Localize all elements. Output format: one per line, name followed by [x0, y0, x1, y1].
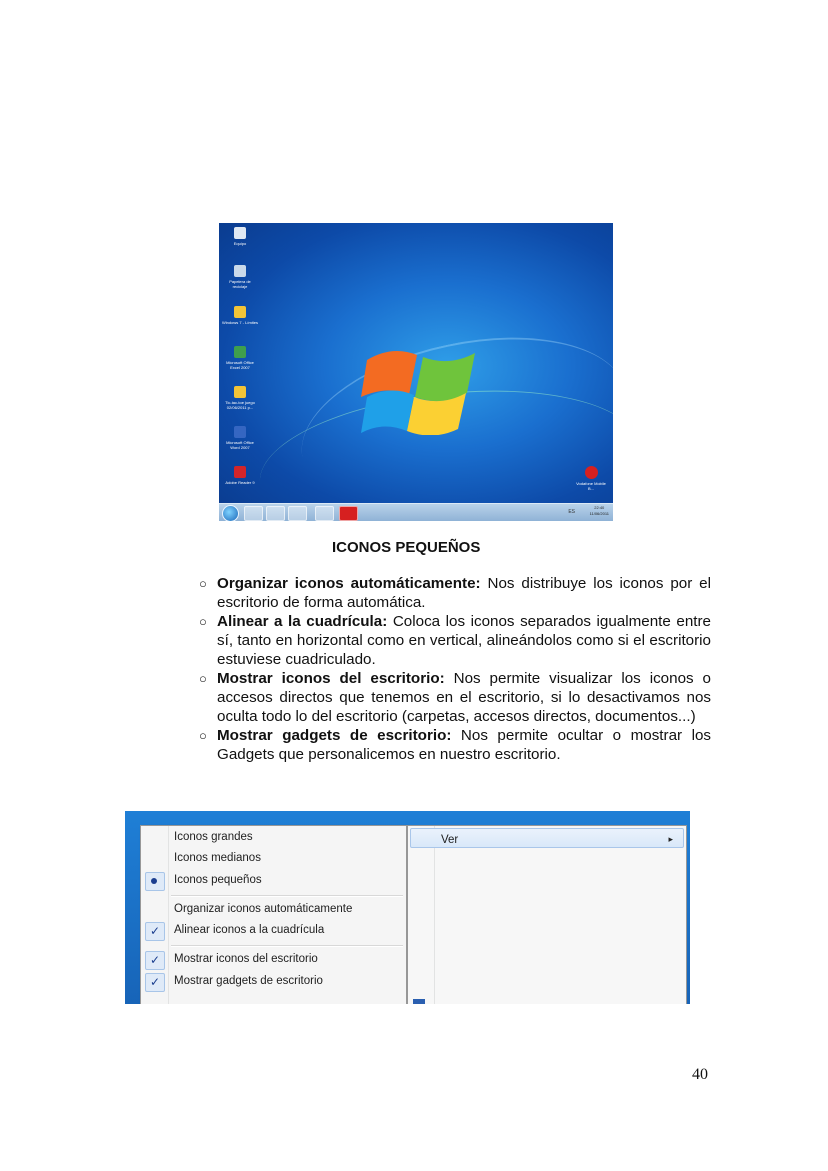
checkmark-icon: ✓ [145, 951, 165, 970]
list-item: ○ Mostrar gadgets de escritorio: Nos permite ocultar o mostrar los Gadgets que personalicemos en nuestro escritorio. [199, 727, 711, 763]
taskbar-explorer-icon[interactable] [266, 506, 285, 521]
taskbar-vodafone-icon[interactable] [339, 506, 358, 521]
menu-item-large-icons[interactable]: Iconos grandes [174, 831, 253, 843]
desktop-icon-folder[interactable]: Tic-tac-toe juego 02/06/2011 p... [222, 386, 258, 410]
bullet-circle-icon: ○ [199, 671, 207, 686]
figure-caption: ICONOS PEQUEÑOS [332, 539, 481, 556]
menu-item-show-desktop-icons[interactable]: ✓ Mostrar iconos del escritorio [141, 950, 406, 970]
desktop-icon-folder[interactable]: Windows 7 - Límites [222, 306, 258, 325]
computer-icon [234, 227, 246, 239]
submenu-arrow-icon: ▸ [668, 834, 673, 844]
taskbar-ie-icon[interactable] [244, 506, 263, 521]
page-number: 40 [692, 1066, 708, 1083]
menu-item-medium-icons[interactable]: Iconos medianos [174, 852, 261, 864]
desktop-icon-excel[interactable]: Microsoft Office Excel 2007 [222, 346, 258, 370]
desktop-icon-adobe-reader[interactable]: Adobe Reader 9 [222, 466, 258, 485]
adobe-reader-icon [234, 466, 246, 478]
bullet-circle-icon: ○ [199, 728, 207, 743]
desktop-context-menu [407, 825, 687, 1004]
desktop-screenshot [219, 223, 613, 521]
system-clock[interactable]: 22:40 11/06/2011 [589, 505, 609, 516]
recycle-bin-icon [234, 265, 246, 277]
folder-icon [234, 306, 246, 318]
context-menu-screenshot [125, 811, 690, 1004]
option-description-list [199, 574, 711, 764]
windows-logo-icon [357, 315, 487, 435]
menu-item-align-to-grid[interactable]: ✓ Alinear iconos a la cuadrícula [141, 921, 406, 941]
menu-separator [171, 895, 403, 897]
folder-icon [234, 386, 246, 398]
vodafone-icon [585, 466, 598, 479]
menu-item-show-gadgets[interactable]: ✓ Mostrar gadgets de escritorio [141, 972, 406, 992]
view-submenu [140, 825, 407, 1004]
bullet-circle-icon: ○ [199, 614, 207, 629]
radio-selected-icon [145, 872, 165, 891]
desktop-icon-word[interactable]: Microsoft Office Word 2007 [222, 426, 258, 450]
taskbar-media-player-icon[interactable] [288, 506, 307, 521]
checkmark-icon: ✓ [145, 922, 165, 941]
menu-separator [171, 945, 403, 947]
menu-item-icon [413, 999, 425, 1004]
word-icon [234, 426, 246, 438]
list-item: ○ Mostrar iconos del escritorio: Nos permite visualizar los iconos o accesos directos que tenemos en el escritorio, si lo desactivamos nos oculta todo lo del escritorio (carpetas, accesos directos, documentos...) [199, 670, 711, 725]
checkmark-icon: ✓ [145, 973, 165, 992]
desktop-icon-equipo[interactable]: Equipo [222, 227, 258, 246]
desktop-icon-recycle-bin[interactable]: Papelera de reciclaje [222, 265, 258, 289]
list-item: ○ Alinear a la cuadrícula: Coloca los iconos separados igualmente entre sí, tanto en horizontal como en vertical, alineándolos como si el escritorio estuviese cuadriculado. [199, 613, 711, 668]
menu-item-auto-arrange[interactable]: Organizar iconos automáticamente [174, 903, 353, 915]
desktop-icon-vodafone[interactable]: Vodafone Mobile B... [573, 466, 609, 491]
taskbar [219, 503, 613, 521]
bullet-circle-icon: ○ [199, 576, 207, 591]
list-item: ○ Organizar iconos automáticamente: Nos distribuye los iconos por el escritorio de forma automática. [199, 575, 712, 611]
excel-icon [234, 346, 246, 358]
menu-item-ver[interactable]: Ver ▸ [410, 828, 684, 848]
start-button[interactable] [222, 505, 239, 521]
tray-lang[interactable]: ES [568, 509, 575, 515]
menu-item-small-icons[interactable]: Iconos pequeños [141, 871, 406, 891]
taskbar-app-icon[interactable] [315, 506, 334, 521]
